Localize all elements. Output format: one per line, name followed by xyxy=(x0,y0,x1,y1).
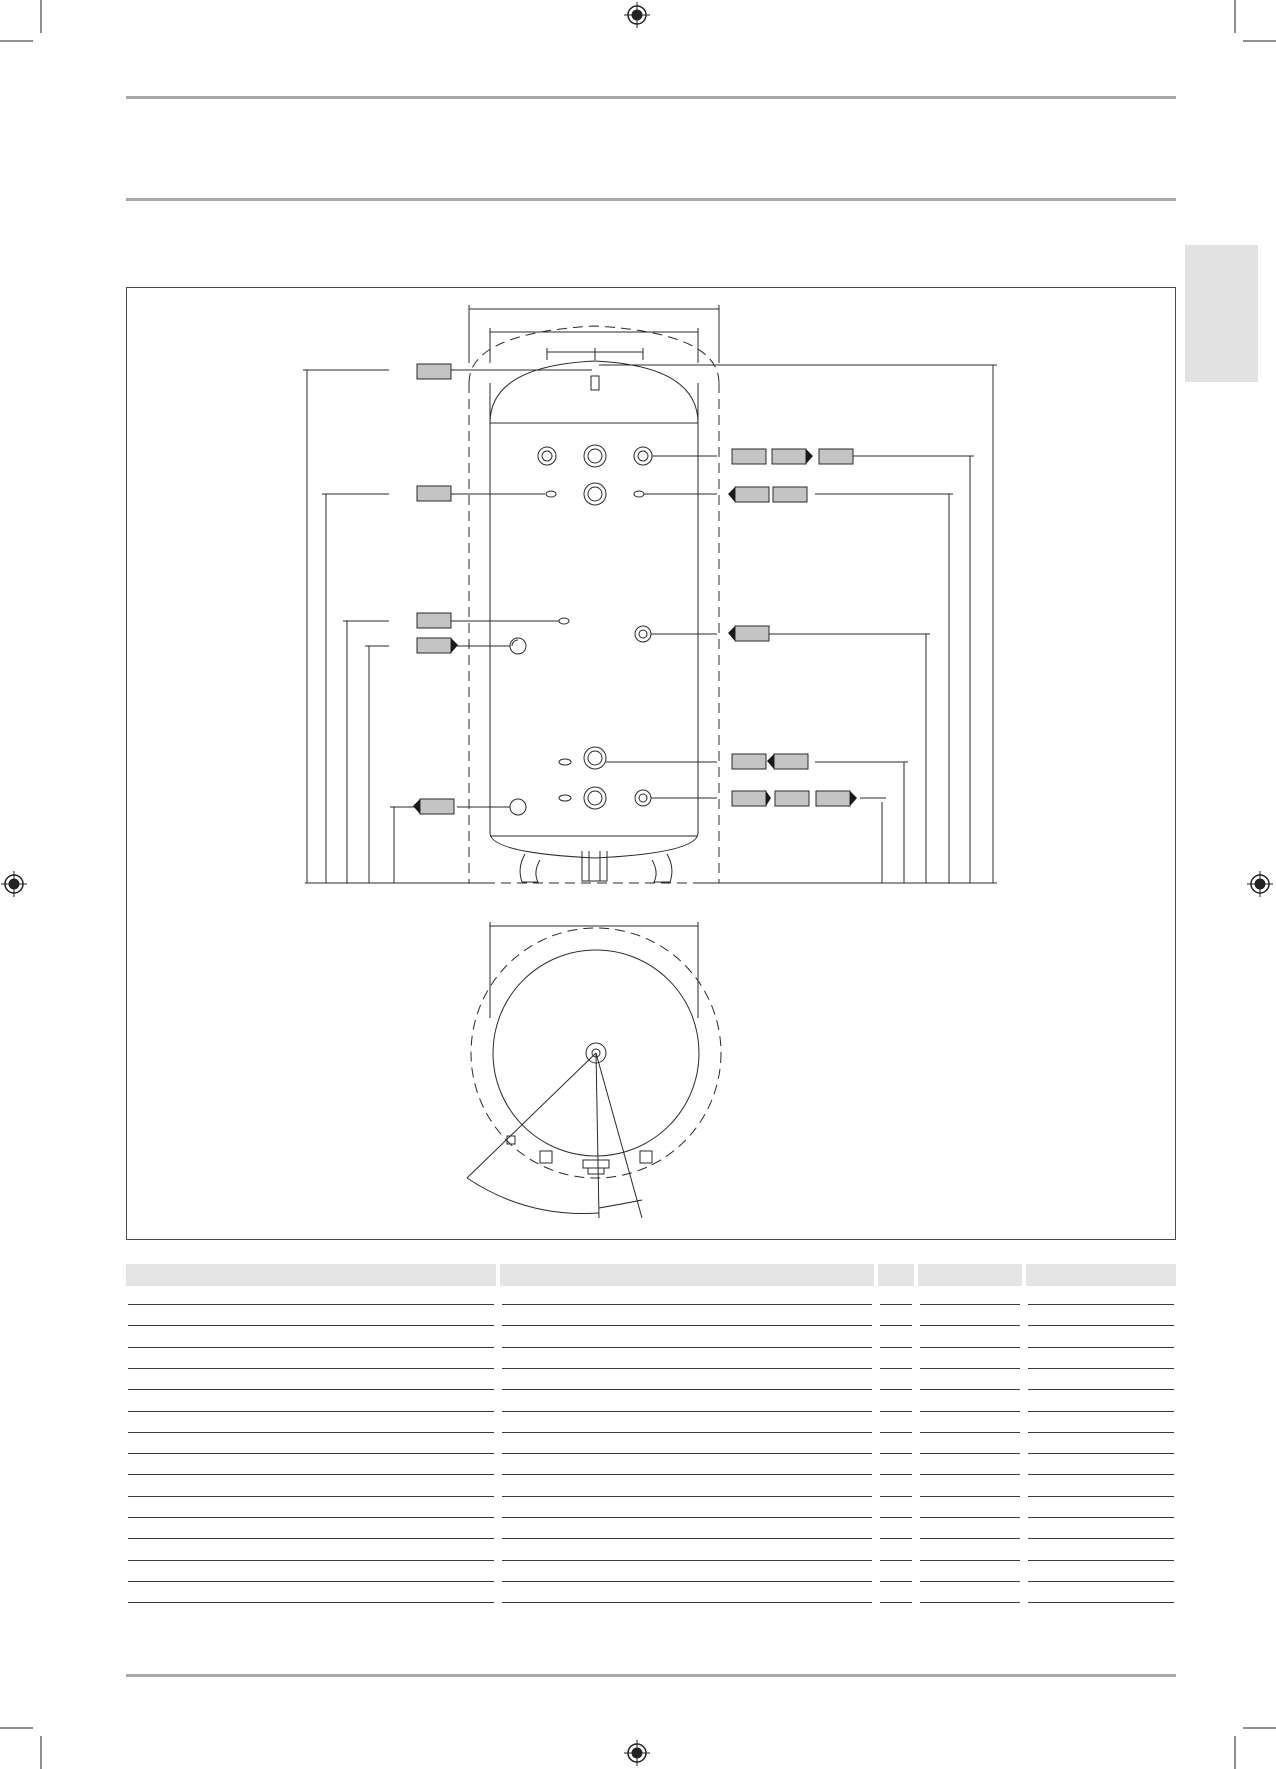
label-box-sensor-mid xyxy=(417,613,451,628)
table-row-rule xyxy=(880,1474,912,1475)
table-row-rule xyxy=(502,1325,872,1326)
table-row-rule xyxy=(880,1453,912,1454)
table-row-rule xyxy=(880,1368,912,1369)
header-rule-bottom xyxy=(126,198,1176,201)
label-box-r5b xyxy=(775,791,809,806)
label-box-r1b xyxy=(772,449,806,464)
table-row-rule xyxy=(920,1304,1020,1305)
table-header-col-3 xyxy=(878,1264,914,1286)
table-row-rule xyxy=(1028,1581,1174,1582)
table-row-rule xyxy=(502,1389,872,1390)
footer-rule xyxy=(126,1674,1176,1677)
table-row-rule xyxy=(128,1432,494,1433)
table-row-rule xyxy=(920,1538,1020,1539)
table-header-col-2 xyxy=(500,1264,874,1286)
table-header-col-4 xyxy=(918,1264,1022,1286)
label-box-r2b xyxy=(773,487,807,502)
label-box-r3a xyxy=(735,626,769,641)
label-box-r1a xyxy=(732,449,766,464)
table-row-rule xyxy=(1028,1347,1174,1348)
table-row-rule xyxy=(920,1347,1020,1348)
table-row-rule xyxy=(128,1602,494,1603)
table-row-rule xyxy=(1028,1496,1174,1497)
label-box-return-left xyxy=(420,799,454,814)
side-view xyxy=(303,305,997,883)
table-row-rule xyxy=(880,1560,912,1561)
table-row-rule xyxy=(502,1474,872,1475)
table-row-rule xyxy=(128,1411,494,1412)
label-box-r2a xyxy=(735,487,769,502)
table-row-rule xyxy=(502,1517,872,1518)
table-row-rule xyxy=(502,1411,872,1412)
label-boxes xyxy=(417,364,853,814)
chapter-side-tab xyxy=(1185,245,1258,382)
header-rule-top xyxy=(126,96,1176,99)
registration-mark-right xyxy=(1247,871,1273,897)
table-row-rule xyxy=(880,1602,912,1603)
table-row-rule xyxy=(502,1602,872,1603)
table-row-rule xyxy=(128,1368,494,1369)
table-row-rule xyxy=(1028,1389,1174,1390)
label-box-flow-left xyxy=(417,638,451,653)
table-row-rule xyxy=(1028,1602,1174,1603)
table-row-rule xyxy=(920,1560,1020,1561)
table-row-rule xyxy=(128,1538,494,1539)
table-row-rule xyxy=(502,1304,872,1305)
table-row-rule xyxy=(920,1325,1020,1326)
table-row-rule xyxy=(1028,1411,1174,1412)
registration-mark-bottom xyxy=(624,1740,650,1766)
table-row-rule xyxy=(920,1411,1020,1412)
table-row-rule xyxy=(502,1432,872,1433)
table-row-rule xyxy=(1028,1453,1174,1454)
table-row-rule xyxy=(920,1474,1020,1475)
table-row-rule xyxy=(880,1347,912,1348)
table-row-rule xyxy=(502,1538,872,1539)
table-row-rule xyxy=(128,1325,494,1326)
table-row-rule xyxy=(920,1453,1020,1454)
table-row-rule xyxy=(1028,1432,1174,1433)
table-row-rule xyxy=(880,1581,912,1582)
table-row-rule xyxy=(1028,1304,1174,1305)
table-row-rule xyxy=(502,1496,872,1497)
table-row-rule xyxy=(128,1560,494,1561)
registration-mark-top xyxy=(624,2,650,28)
table-row-rule xyxy=(128,1304,494,1305)
label-box-r1c xyxy=(819,449,853,464)
top-view xyxy=(467,922,721,1218)
table-row-rule xyxy=(920,1517,1020,1518)
table-row-rule xyxy=(880,1432,912,1433)
table-row-rule xyxy=(128,1496,494,1497)
table-row-rule xyxy=(1028,1368,1174,1369)
table-row-rule xyxy=(920,1602,1020,1603)
table-row-rule xyxy=(880,1304,912,1305)
table-row-rule xyxy=(920,1389,1020,1390)
table-row-rule xyxy=(128,1517,494,1518)
table-row-rule xyxy=(880,1389,912,1390)
technical-drawing-frame xyxy=(126,287,1176,1240)
table-row-rule xyxy=(128,1453,494,1454)
label-box-r4b xyxy=(774,754,808,769)
label-box-sensor-top xyxy=(417,486,451,501)
table-row-rule xyxy=(880,1411,912,1412)
table-row-rule xyxy=(880,1496,912,1497)
table-header-col-5 xyxy=(1026,1264,1176,1286)
table-row-rule xyxy=(502,1368,872,1369)
table-row-rule xyxy=(502,1581,872,1582)
table-row-rule xyxy=(920,1368,1020,1369)
label-box-r4a xyxy=(732,754,766,769)
label-box-r5a xyxy=(732,791,766,806)
table-row-rule xyxy=(880,1517,912,1518)
table-row-rule xyxy=(502,1453,872,1454)
table-row-rule xyxy=(502,1560,872,1561)
table-row-rule xyxy=(502,1347,872,1348)
registration-mark-left xyxy=(1,871,27,897)
table-row-rule xyxy=(128,1389,494,1390)
table-row-rule xyxy=(1028,1517,1174,1518)
table-row-rule xyxy=(880,1538,912,1539)
table-row-rule xyxy=(1028,1560,1174,1561)
label-box-vent xyxy=(417,364,451,379)
table-row-rule xyxy=(920,1581,1020,1582)
table-row-rule xyxy=(1028,1474,1174,1475)
table-row-rule xyxy=(920,1432,1020,1433)
table-row-rule xyxy=(128,1474,494,1475)
table-row-rule xyxy=(128,1581,494,1582)
table-header-col-1 xyxy=(126,1264,496,1286)
table-row-rule xyxy=(920,1496,1020,1497)
table-row-rule xyxy=(1028,1325,1174,1326)
tank-drawing xyxy=(127,288,1175,1239)
table-row-rule xyxy=(1028,1538,1174,1539)
label-box-r5c xyxy=(816,791,850,806)
table-row-rule xyxy=(880,1325,912,1326)
table-row-rule xyxy=(128,1347,494,1348)
